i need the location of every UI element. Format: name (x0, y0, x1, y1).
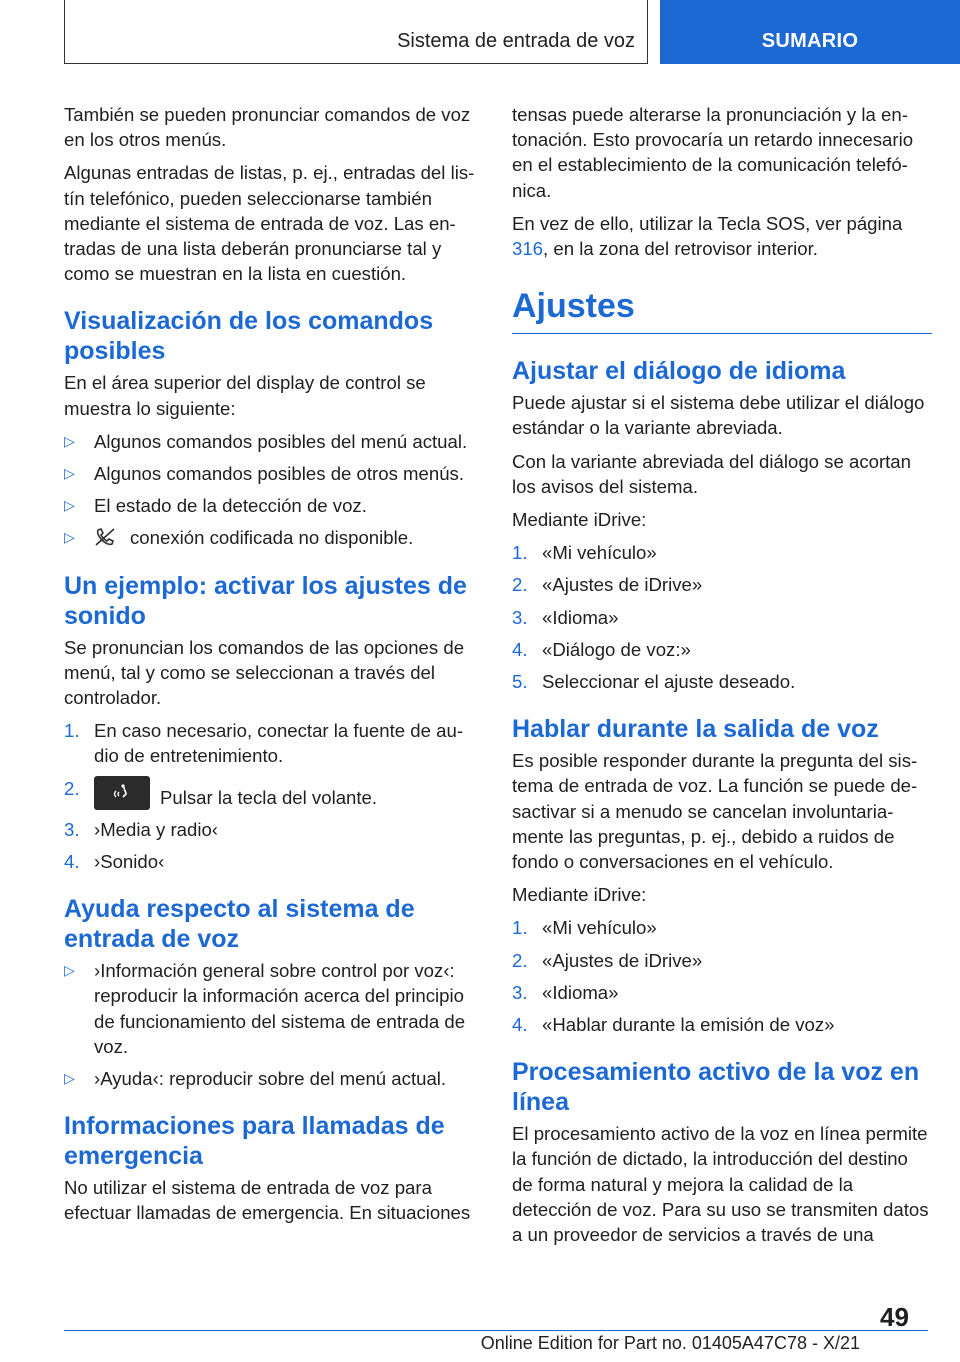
paragraph: También se pueden pronunciar comandos de voz en los otros menús. (64, 104, 471, 151)
triangle-right-icon: ▷ (64, 432, 75, 449)
list-item: 3. «Idioma» (512, 981, 619, 1003)
footer-divider (64, 1330, 928, 1331)
page-link-316[interactable]: 316 (512, 238, 544, 260)
edition-note: Online Edition for Part no. 01405A47C78 - X/21 (480, 1333, 860, 1353)
steps-hablar (512, 915, 932, 1037)
paragraph: Es posible responder durante la pregunta del sistema de entrada de voz. La función se puede desactivar si a menudo se cancelan involuntariamente las preguntas, p. ej., debido a ruidos de fondo o conversaciones en el vehículo. (512, 750, 918, 873)
list-item: 4. ›Sonido‹ (64, 851, 165, 873)
list-item: 3. ›Media y radio‹ (64, 818, 219, 840)
bullet-list-ayuda (64, 958, 478, 1091)
paragraph: En el área superior del display de control se muestra lo siguiente: (64, 372, 426, 419)
voice-command-button-icon (94, 776, 150, 810)
paragraph: Mediante iDrive: (512, 884, 647, 906)
list-item: 1. «Mi vehículo» (512, 917, 657, 939)
right-column (512, 102, 932, 1255)
heading-dialogo: Ajustar el diálogo de idioma (512, 357, 846, 386)
header-box (64, 0, 648, 64)
paragraph: Se pronuncian los comandos de las opciones de menú, tal y como se seleccionan a través del controlador. (64, 636, 465, 709)
list-item: 1. «Mi vehículo» (512, 542, 657, 564)
list-item: 4. «Diálogo de voz:» (512, 638, 691, 660)
heading-ajustes: Ajustes (512, 285, 932, 334)
triangle-right-icon: ▷ (64, 1070, 75, 1087)
heading-emergencia: Informaciones para llamadas de emergencia (64, 1112, 445, 1171)
paragraph: No utilizar el sistema de entrada de voz para efectuar llamadas de emergencia. En situaciones (64, 1177, 471, 1224)
list-item: 3. «Idioma» (512, 606, 619, 628)
heading-visualizacion: Visualización de los comandos posibles (64, 307, 434, 366)
heading-hablar: Hablar durante la salida de voz (512, 715, 879, 744)
list-item: ▷ Algunos comandos posibles del menú actual. (64, 429, 478, 454)
bullet-list-visualizacion (64, 429, 478, 551)
list-item: ▷ ›Ayuda‹: reproducir sobre del menú actual. (64, 1066, 478, 1091)
paragraph: El procesamiento activo de la voz en línea permite la función de dictado, la introducción del destino de forma natural y mejora la calidad de la detección de voz. Para su uso se transmiten datos a un proveedor de servicios a través de una (512, 1123, 929, 1246)
list-item: ▷ ›Información general sobre control por voz‹: reproducir la información acerca del principio de funcionamiento del sistema de entrada de voz. (64, 960, 466, 1057)
list-item: 2. Pulsar la tecla del volante. (64, 777, 378, 808)
list-item: 1. En caso necesario, conectar la fuente de audio de entretenimiento. (64, 720, 464, 767)
list-item: 5. Seleccionar el ajuste deseado. (512, 671, 796, 693)
sumario-button[interactable]: SUMARIO (660, 0, 960, 64)
list-item: 2. «Ajustes de iDrive» (512, 949, 703, 971)
heading-ejemplo: Un ejemplo: activar los ajustes de sonido (64, 571, 467, 630)
paragraph: Algunas entradas de listas, p. ej., entradas del listín telefónico, pueden seleccionarse también mediante el sistema de entrada de voz. Las entradas de una lista deberán pronunciarse tal y como se muestran en la lista en cuestión. (64, 162, 475, 285)
list-item: ▷ El estado de la detección de voz. (64, 493, 478, 518)
paragraph: Mediante iDrive: (512, 509, 647, 531)
paragraph: Puede ajustar si el sistema debe utilizar el diálogo estándar o la variante abreviada. (512, 392, 925, 439)
phone-crossed-icon (94, 527, 116, 547)
section-title: Sistema de entrada de voz (397, 30, 635, 52)
list-item: 2. «Ajustes de iDrive» (512, 574, 703, 596)
triangle-right-icon: ▷ (64, 497, 75, 514)
left-column (64, 102, 478, 1234)
list-item: 4. «Hablar durante la emisión de voz» (512, 1014, 835, 1036)
steps-ejemplo (64, 718, 478, 874)
heading-procesamiento: Procesamiento activo de la voz en línea (512, 1058, 920, 1117)
paragraph: Con la variante abreviada del diálogo se acortan los avisos del sistema. (512, 450, 911, 497)
triangle-right-icon: ▷ (64, 465, 75, 482)
paragraph-sos: En vez de ello, utilizar la Tecla SOS, ver página 316, en la zona del retrovisor interior. (512, 212, 903, 260)
triangle-right-icon: ▷ (64, 962, 75, 979)
page-number: 49 (880, 1302, 909, 1332)
list-item: ▷ conexión codificada no disponible. (64, 525, 478, 550)
triangle-right-icon: ▷ (64, 529, 75, 546)
steps-dialogo (512, 540, 932, 694)
paragraph: tensas puede alterarse la pronunciación y la entonación. Esto provocaría un retardo innecesario en el establecimiento de la comunicación telefónica. (512, 104, 914, 201)
list-item: ▷ Algunos comandos posibles de otros menús. (64, 461, 478, 486)
heading-ayuda: Ayuda respecto al sistema de entrada de voz (64, 895, 415, 954)
